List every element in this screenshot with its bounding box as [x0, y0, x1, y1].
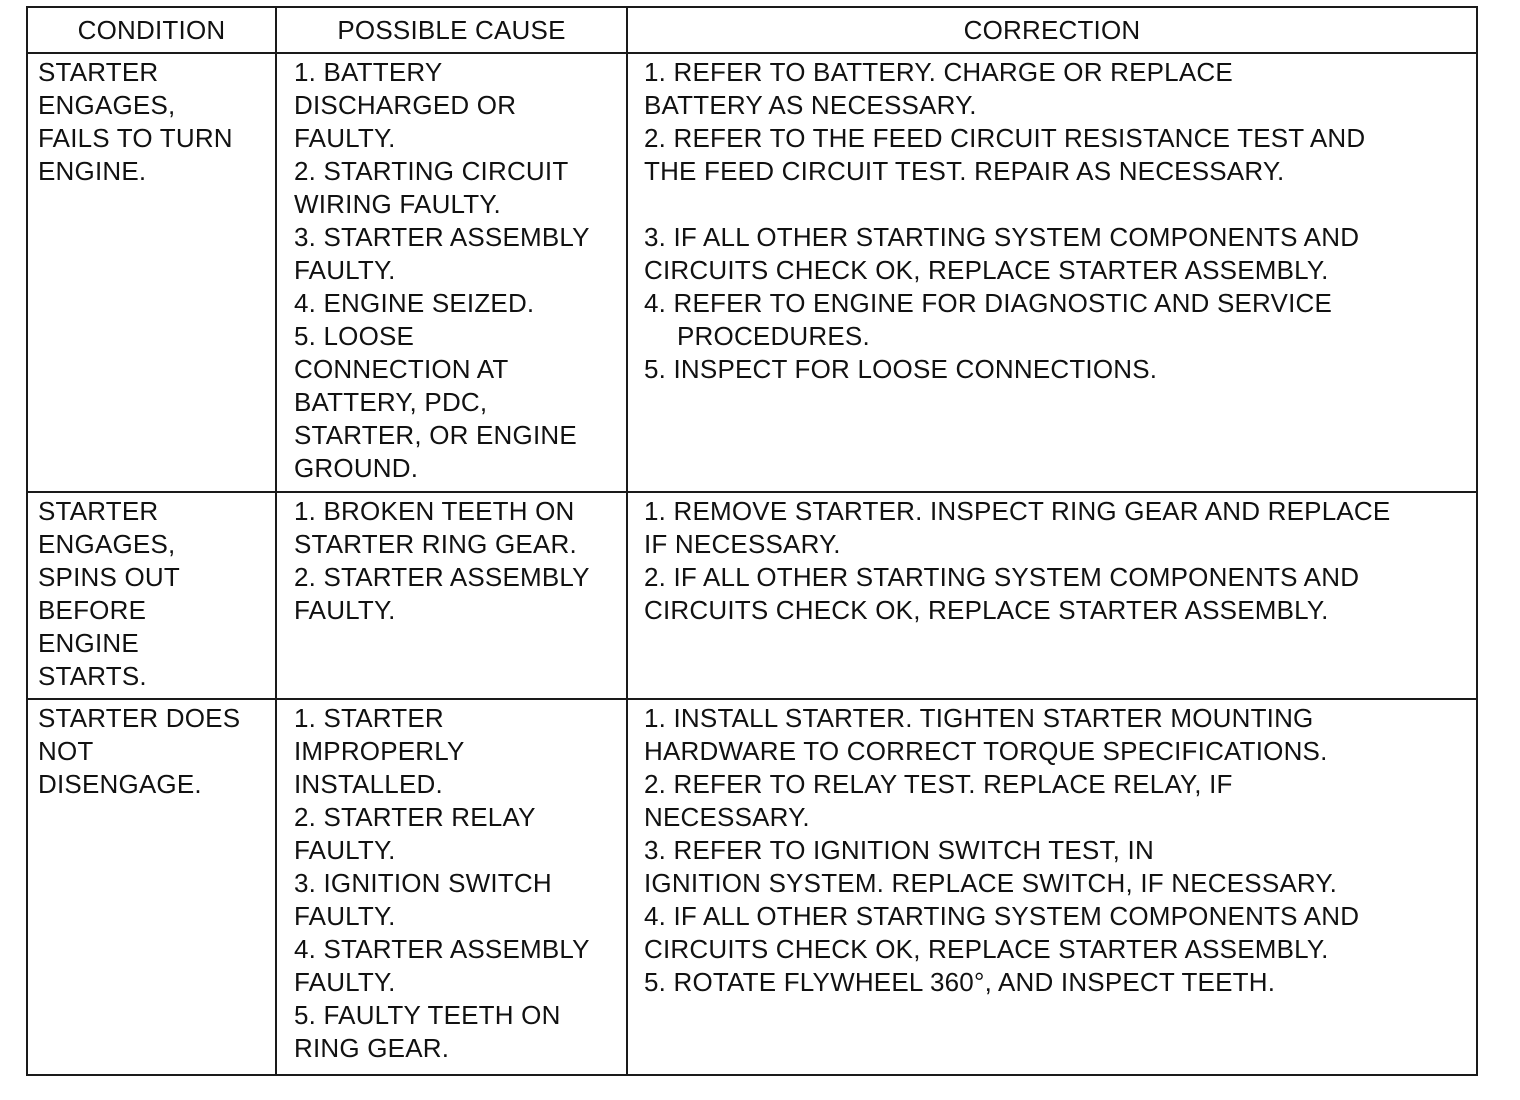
possible-cause-cell [276, 53, 627, 492]
header-possible-cause: POSSIBLE CAUSE [276, 7, 627, 53]
line-gap [644, 188, 1470, 221]
condition-line: STARTS. [38, 661, 147, 691]
correction-line: HARDWARE TO CORRECT TORQUE SPECIFICATIONS. [644, 736, 1328, 766]
cause-line: FAULTY. [294, 123, 396, 153]
correction-line: 1. INSTALL STARTER. TIGHTEN STARTER MOUNTING [644, 703, 1314, 733]
correction-line: CIRCUITS CHECK OK, REPLACE STARTER ASSEMBLY. [644, 255, 1329, 285]
cause-line: BATTERY, PDC, [294, 387, 488, 417]
correction-line: 1. REFER TO BATTERY. CHARGE OR REPLACE [644, 57, 1233, 87]
cause-line: 2. STARTING CIRCUIT [294, 156, 569, 186]
condition-line: BEFORE [38, 595, 147, 625]
cause-line: INSTALLED. [294, 769, 443, 799]
correction-line: 3. REFER TO IGNITION SWITCH TEST, IN [644, 835, 1154, 865]
cause-line: 1. BROKEN TEETH ON [294, 496, 575, 526]
header-correction: CORRECTION [627, 7, 1477, 53]
condition-line: STARTER DOES [38, 703, 241, 733]
correction-line: IGNITION SYSTEM. REPLACE SWITCH, IF NECESSARY. [644, 868, 1338, 898]
cause-line: 1. STARTER [294, 703, 444, 733]
cause-line: 2. STARTER RELAY [294, 802, 536, 832]
condition-line: ENGINE [38, 628, 139, 658]
correction-cell [627, 53, 1477, 492]
cause-line: CONNECTION AT [294, 354, 509, 384]
cause-line: FAULTY. [294, 595, 396, 625]
condition-line: STARTER [38, 496, 159, 526]
cause-line: STARTER RING GEAR. [294, 529, 577, 559]
condition-line: NOT [38, 736, 94, 766]
correction-line: THE FEED CIRCUIT TEST. REPAIR AS NECESSARY. [644, 156, 1285, 186]
cause-line: IMPROPERLY [294, 736, 465, 766]
correction-line: IF NECESSARY. [644, 529, 841, 559]
table-row [27, 53, 1477, 492]
cause-line: 5. FAULTY TEETH ON [294, 1000, 561, 1030]
condition-line: ENGAGES, [38, 529, 176, 559]
cause-line: 1. BATTERY [294, 57, 443, 87]
cause-line: FAULTY. [294, 255, 396, 285]
cause-line: FAULTY. [294, 967, 396, 997]
correction-line: 3. IF ALL OTHER STARTING SYSTEM COMPONENTS AND [644, 222, 1360, 252]
cause-line: 4. ENGINE SEIZED. [294, 288, 535, 318]
possible-cause-cell [276, 699, 627, 1075]
cause-line: DISCHARGED OR [294, 90, 517, 120]
condition-cell [27, 53, 276, 492]
condition-line: STARTER [38, 57, 159, 87]
possible-cause-cell [276, 492, 627, 699]
cause-line: RING GEAR. [294, 1033, 450, 1063]
header-condition: CONDITION [27, 7, 276, 53]
correction-line: NECESSARY. [644, 802, 810, 832]
correction-line: 1. REMOVE STARTER. INSPECT RING GEAR AND REPLACE [644, 496, 1391, 526]
cause-line: FAULTY. [294, 901, 396, 931]
condition-cell [27, 699, 276, 1075]
condition-line: ENGINE. [38, 156, 147, 186]
table-row [27, 492, 1477, 699]
cause-line: WIRING FAULTY. [294, 189, 501, 219]
correction-line: 5. INSPECT FOR LOOSE CONNECTIONS. [644, 354, 1158, 384]
cause-line: FAULTY. [294, 835, 396, 865]
correction-line: BATTERY AS NECESSARY. [644, 90, 977, 120]
correction-line: 2. IF ALL OTHER STARTING SYSTEM COMPONENTS AND [644, 562, 1360, 592]
correction-line: CIRCUITS CHECK OK, REPLACE STARTER ASSEMBLY. [644, 934, 1329, 964]
correction-cell [627, 699, 1477, 1075]
correction-line: 4. IF ALL OTHER STARTING SYSTEM COMPONENTS AND [644, 901, 1360, 931]
cause-line: 3. IGNITION SWITCH [294, 868, 552, 898]
correction-line: CIRCUITS CHECK OK, REPLACE STARTER ASSEMBLY. [644, 595, 1329, 625]
cause-line: GROUND. [294, 453, 419, 483]
condition-cell [27, 492, 276, 699]
cause-line: 5. LOOSE [294, 321, 415, 351]
correction-line: 2. REFER TO THE FEED CIRCUIT RESISTANCE TEST AND [644, 123, 1366, 153]
condition-line: DISENGAGE. [38, 769, 202, 799]
condition-line: FAILS TO TURN [38, 123, 233, 153]
cause-line: 3. STARTER ASSEMBLY [294, 222, 590, 252]
cause-line: 4. STARTER ASSEMBLY [294, 934, 590, 964]
correction-line: PROCEDURES. [677, 321, 870, 351]
condition-line: ENGAGES, [38, 90, 176, 120]
cause-line: STARTER, OR ENGINE [294, 420, 577, 450]
table-row [27, 699, 1477, 1075]
cause-line: 2. STARTER ASSEMBLY [294, 562, 590, 592]
condition-line: SPINS OUT [38, 562, 180, 592]
diagnosis-table [26, 6, 1478, 1076]
correction-line: 5. ROTATE FLYWHEEL 360°, AND INSPECT TEETH. [644, 967, 1276, 997]
correction-line: 4. REFER TO ENGINE FOR DIAGNOSTIC AND SERVICE [644, 288, 1333, 318]
correction-line: 2. REFER TO RELAY TEST. REPLACE RELAY, IF [644, 769, 1233, 799]
header-row [27, 7, 1477, 53]
correction-cell [627, 492, 1477, 699]
